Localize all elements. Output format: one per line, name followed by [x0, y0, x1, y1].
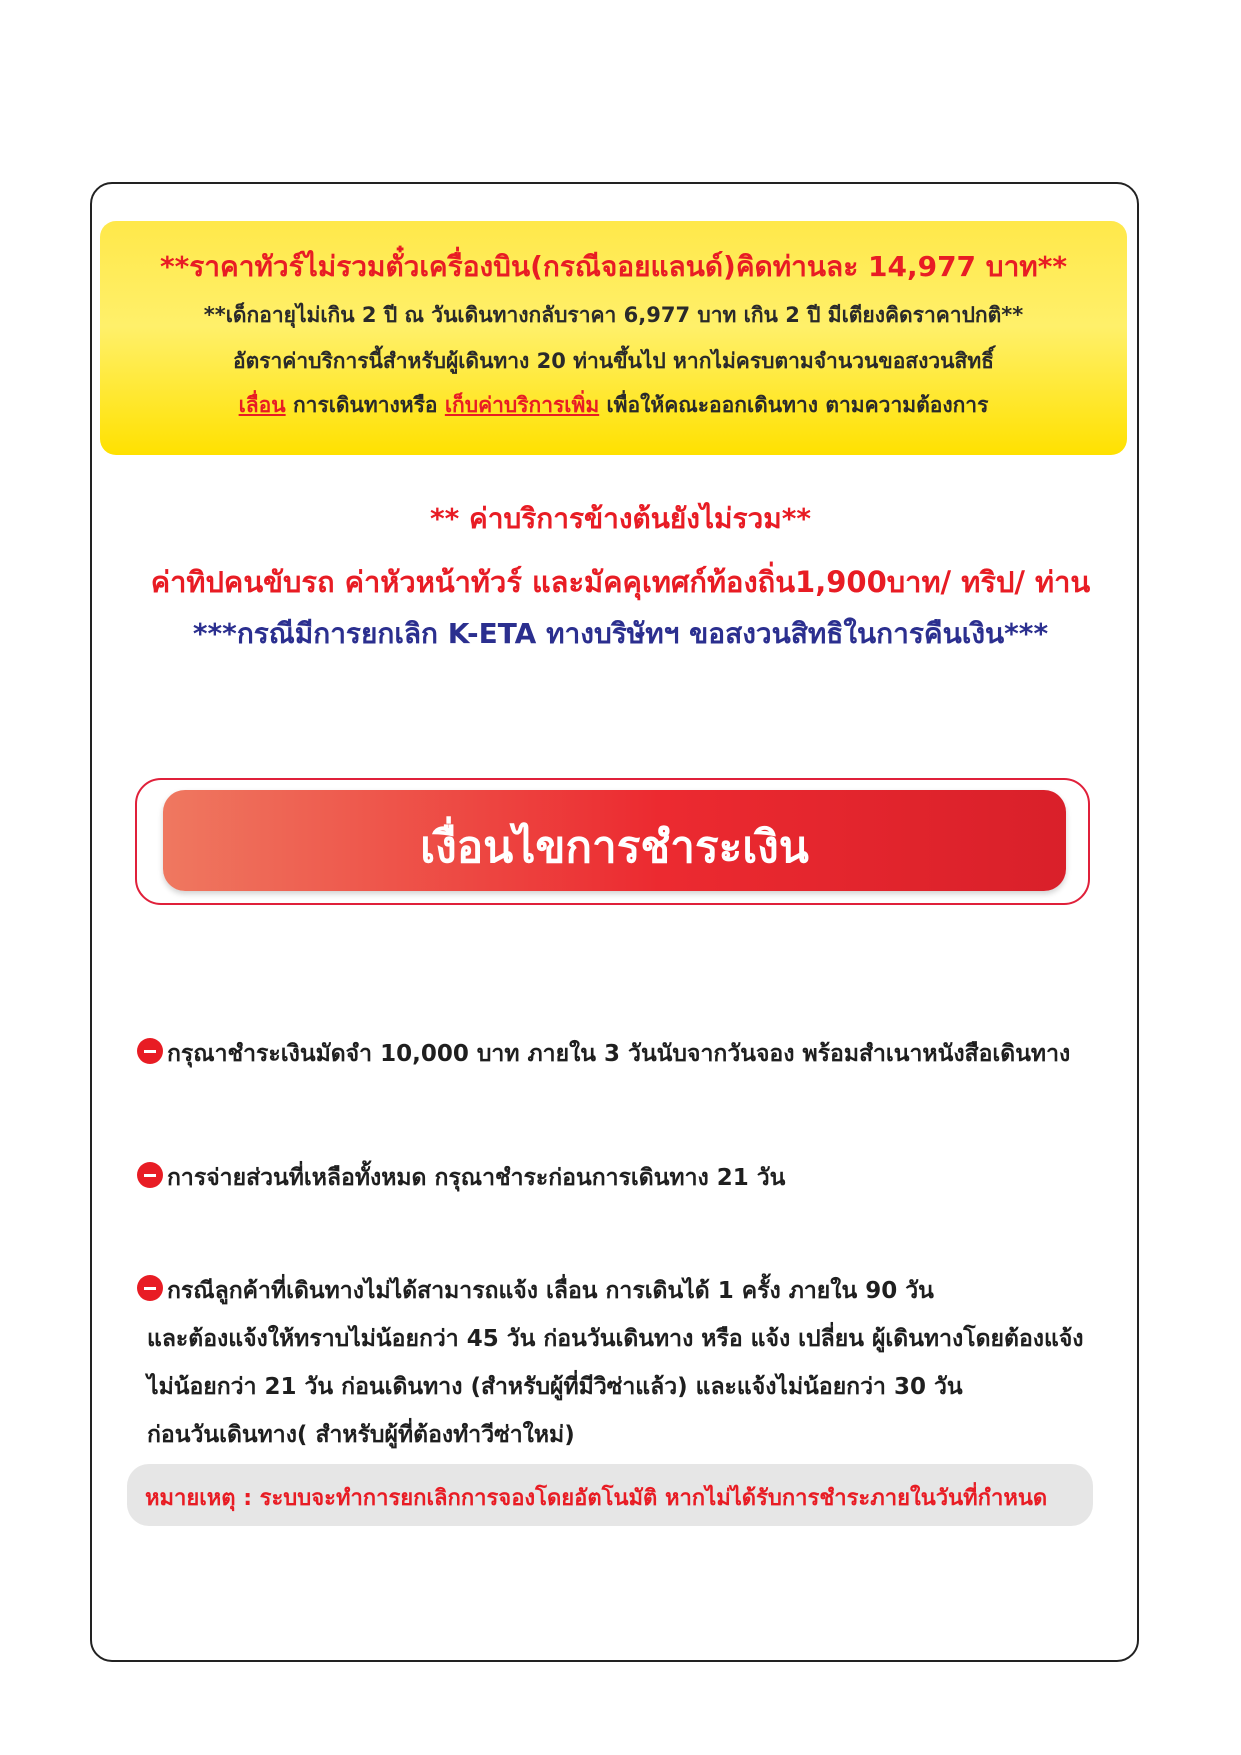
reserve-rights-note: [100, 389, 1127, 422]
reserve-text-a: การเดินทางหรือ: [285, 393, 445, 417]
exclusions-heading: ** ค่าบริการข้างต้นยังไม่รวม**: [430, 502, 811, 535]
minus-bullet-icon: [137, 1162, 163, 1188]
payment-point-deposit: กรุณาชำระเงินมัดจำ 10,000 บาท ภายใน 3 วันนับจากวันจอง พร้อมสำเนาหนังสือเดินทาง: [167, 1041, 1071, 1067]
reserve-text-b: เพื่อให้คณะออกเดินทาง ตามความต้องการ: [599, 393, 989, 417]
keta-refund-note: ***กรณีมีการยกเลิก K-ETA ทางบริษัทฯ ขอสงวนสิทธิในการคืนเงิน***: [192, 617, 1049, 650]
payment-point-postpone-3: ไม่น้อยกว่า 21 วัน ก่อนเดินทาง (สำหรับผู้ที่มีวิซ่าแล้ว) และแจ้งไม่น้อยกว่า 30 วัน: [147, 1374, 963, 1400]
extra-charge-text: เก็บค่าบริการเพิ่ม: [444, 393, 600, 417]
payment-title: เงื่อนไขการชำระเงิน: [420, 822, 809, 873]
child-price-note: **เด็กอายุไม่เกิน 2 ปี ณ วันเดินทางกลับราคา 6,977 บาท เกิน 2 ปี มีเตียงคิดราคาปกติ**: [203, 303, 1024, 327]
price-notice-box: [100, 221, 1127, 455]
payment-point-postpone-1: กรณีลูกค้าที่เดินทางไม่ได้สามารถแจ้ง เลื่อน การเดินได้ 1 ครั้ง ภายใน 90 วัน: [167, 1278, 934, 1304]
postpone-text: เลื่อน: [238, 393, 286, 417]
payment-point-postpone-4: ก่อนวันเดินทาง( สำหรับผู้ที่ต้องทำวีซ่าใหม่): [147, 1422, 575, 1448]
minus-bullet-icon: [137, 1275, 163, 1301]
minus-bullet-icon: [137, 1038, 163, 1064]
price-headline: **ราคาทัวร์ไม่รวมตั๋วเครื่องบิน(กรณีจอยแลนด์)คิดท่านละ 14,977 บาท**: [159, 250, 1068, 283]
payment-banner: [163, 790, 1066, 891]
payment-point-balance: การจ่ายส่วนที่เหลือทั้งหมด กรุณาชำระก่อนการเดินทาง 21 วัน: [167, 1165, 786, 1191]
remark-text: หมายเหตุ : ระบบจะทำการยกเลิกการจองโดยอัตโนมัติ หากไม่ได้รับการชำระภายในวันที่กำหนด: [145, 1486, 1048, 1511]
group-size-note: อัตราค่าบริการนี้สำหรับผู้เดินทาง 20 ท่านขึ้นไป หากไม่ครบตามจำนวนขอสงวนสิทธิ์: [232, 349, 995, 373]
payment-point-postpone-2: และต้องแจ้งให้ทราบไม่น้อยกว่า 45 วัน ก่อนวันเดินทาง หรือ แจ้ง เปลี่ยน ผู้เดินทางโดยต้องแจ้ง: [147, 1326, 1084, 1352]
tip-exclusion: ค่าทิปคนขับรถ ค่าหัวหน้าทัวร์ และมัคคุเทศก์ท้องถิ่น1,900บาท/ ทริป/ ท่าน: [150, 565, 1091, 599]
remark-box: [127, 1464, 1093, 1526]
